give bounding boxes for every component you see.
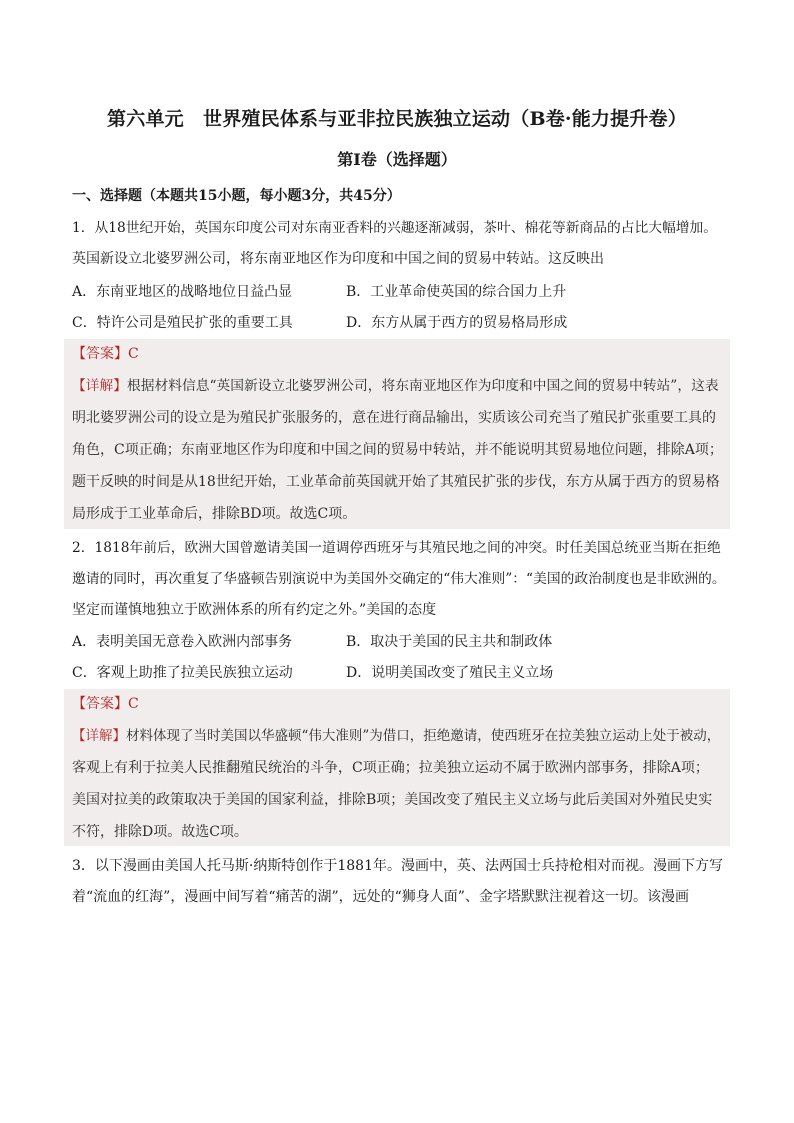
question-1-stem-line-1: 1．从18世纪开始，英国东印度公司对东南亚香料的兴趣逐渐减弱，茶叶、棉花等新商品的占比大幅增加。 — [72, 220, 717, 236]
answer-value: C — [128, 346, 139, 362]
answer-value: C — [128, 696, 139, 712]
question-2-option-c: C．客观上助推了拉美民族独立运动 — [72, 665, 293, 681]
question-2-option-a: A．表明美国无意卷入欧洲内部事务 — [72, 634, 293, 650]
question-3-stem-line-2: 着“流血的红海”，漫画中间写着“痛苦的湖”，远处的“狮身人面”、金字塔默默注视着这一切。该漫画 — [72, 889, 689, 905]
question-1-option-a: A．东南亚地区的战略地位日益凸显 — [72, 284, 293, 300]
section-heading: 一、选择题（本题共15小题，每小题3分，共45分） — [72, 188, 401, 204]
question-2-stem-line-3: 坚定而谨慎地独立于欧洲体系的所有约定之外。”美国的态度 — [72, 602, 437, 618]
answer-label: 【答案】 — [72, 346, 128, 362]
question-1-option-c: C．特许公司是殖民扩张的重要工具 — [72, 315, 293, 331]
question-2-detail-line-3: 美国对拉美的政策取决于美国的国家利益，排除B项；美国改变了殖民主义立场与此后美国对外殖民史实 — [72, 792, 713, 808]
page-subtitle: 第Ⅰ卷（选择题） — [337, 150, 457, 169]
detail-label: 【详解】 — [72, 728, 126, 744]
question-1-detail-line-4: 题干反映的时间是从18世纪开始，工业革命前英国就开始了其殖民扩张的步伐，东方从属于西方的贸易格 — [72, 474, 720, 490]
question-2-stem-line-1: 2．1818年前后，欧洲大国曾邀请美国一道调停西班牙与其殖民地之间的冲突。时任美国总统亚当斯在拒绝 — [72, 540, 721, 556]
question-2-option-d: D．说明美国改变了殖民主义立场 — [346, 665, 554, 681]
question-2-detail-line-4: 不符，排除D项。故选C项。 — [72, 824, 248, 840]
question-2-answer — [72, 694, 139, 714]
question-1-detail-line-3: 角色，C项正确；东南亚地区作为印度和中国之间的贸易中转站，并不能说明其贸易地位问题，排除A项； — [72, 442, 723, 458]
question-1-option-d: D．东方从属于西方的贸易格局形成 — [346, 315, 568, 331]
question-3-stem-line-1: 3．以下漫画由美国人托马斯·纳斯特创作于1881年。漫画中，英、法两国士兵持枪相对而视。漫画下方写 — [72, 858, 723, 874]
question-2-option-b: B．取决于美国的民主共和制政体 — [346, 634, 553, 650]
question-2-stem-line-2: 邀请的同时，再次重复了华盛顿告别演说中为美国外交确定的“伟大准则”：“美国的政治制度也是非欧洲的。 — [72, 571, 726, 587]
question-2-detail-line-2: 客观上有利于拉美人民推翻殖民统治的斗争，C项正确；拉美独立运动不属于欧洲内部事务，排除A项； — [72, 760, 709, 776]
question-1-detail-line-5: 局形成于工业革命后，排除BD项。故选C项。 — [72, 506, 357, 522]
answer-label: 【答案】 — [72, 696, 128, 712]
page-title: 第六单元 世界殖民体系与亚非拉民族独立运动（B卷·能力提升卷） — [107, 108, 687, 130]
question-1-answer-box — [64, 339, 730, 529]
question-1-option-b: B．工业革命使英国的综合国力上升 — [346, 284, 567, 300]
question-1-detail-line-1: 【详解】根据材料信息“英国新设立北婆罗洲公司，将东南亚地区作为印度和中国之间的贸易中转站”，这表 — [72, 378, 719, 394]
question-1-answer — [72, 344, 139, 364]
question-1-stem-line-2: 英国新设立北婆罗洲公司，将东南亚地区作为印度和中国之间的贸易中转站。这反映出 — [72, 251, 604, 267]
question-2-detail-line-1: 【详解】材料体现了当时美国以华盛顿“伟大准则”为借口，拒绝邀请，使西班牙在拉美独立运动上处于被动， — [72, 728, 721, 744]
detail-label: 【详解】 — [72, 378, 128, 394]
question-1-detail-line-2: 明北婆罗洲公司的设立是为殖民扩张服务的，意在进行商品输出，实质该公司充当了殖民扩张重要工具的 — [72, 410, 716, 426]
